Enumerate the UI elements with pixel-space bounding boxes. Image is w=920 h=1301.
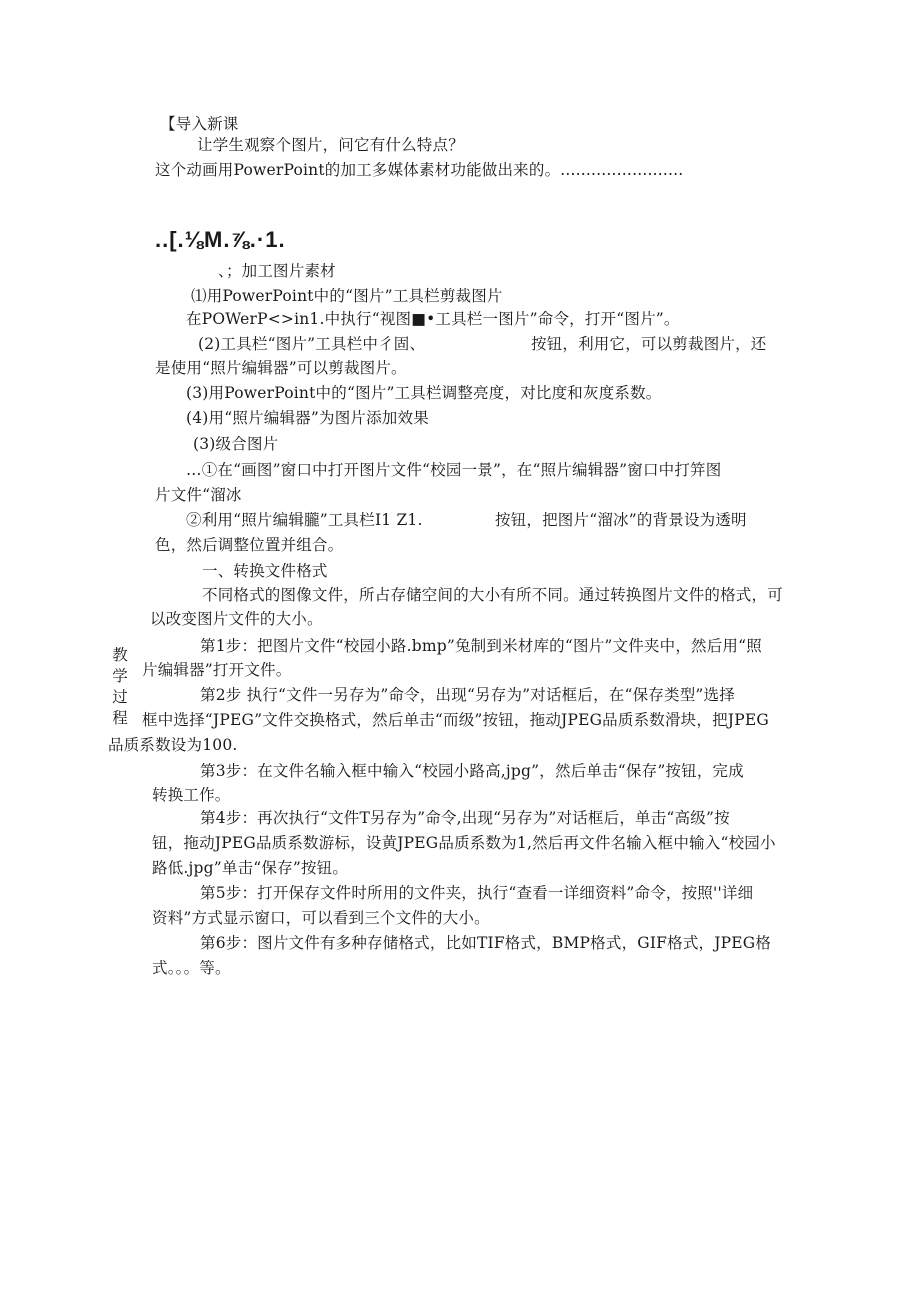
text-line: 按钮，利用它，可以剪裁图片，还 <box>531 335 767 353</box>
step-line: 第2步 执行“文件一另存为”命令，出现“另存为”对话框后，在“保存类型”选择 <box>200 686 735 704</box>
step-line: 路低.jpg”单击“保存”按钮。 <box>152 859 349 877</box>
text-line: (3)用PowerPoint中的“图片”工具栏调整亮度，对比度和灰度系数。 <box>186 384 662 402</box>
text-line: 是使用“照片编辑器”可以剪裁图片。 <box>155 359 407 377</box>
section-heading: 、；加工图片素材 <box>218 262 336 280</box>
step-line: 第3步：在文件名输入框中输入“校园小路高,jpg”，然后单击“保存”按钮，完成 <box>200 762 744 780</box>
section-heading: 一、转换文件格式 <box>202 562 328 580</box>
step-line: 第4步：再次执行“文件T另存为”命令,出现“另存为”对话框后，单击“高级”按 <box>200 809 730 827</box>
text-line: (3)级合图片 <box>193 435 279 453</box>
text-line: 以改变图片文件的大小。 <box>150 610 323 628</box>
text-line: ②利用“照片编辑朧”工具栏I1 Z1. <box>186 511 423 529</box>
step-line: 框中选择“JPEG”文件交换格式，然后单击“而级”按钮，拖动JPEG品质系数滑块，把JPEG <box>142 711 769 729</box>
step-line: 片编辑器”打开文件。 <box>142 661 292 679</box>
text-line: 不同格式的图像文件，所占存储空间的大小有所不同。通过转换图片文件的格式，可 <box>202 586 783 604</box>
garbled-heading: ..[.⅛M.⅞.·1. <box>155 227 286 252</box>
text-line: 这个动画用PowerPoint的加工多媒体素材功能做出来的。........................ <box>155 161 684 179</box>
text-line: ⑴用PowerPoint中的“图片”工具栏剪裁图片 <box>191 287 503 305</box>
text-line: 片文件“溜冰 <box>155 486 242 504</box>
side-label-teaching-process <box>110 645 130 729</box>
step-line: 转换工作。 <box>152 786 231 804</box>
step-line: 式。。。等。 <box>152 959 231 977</box>
step-line: 品质系数设为100. <box>108 736 238 754</box>
text-line: 色，然后调整位置并组合。 <box>155 536 344 554</box>
text-line: 按钮，把图片“溜冰”的背景设为透明 <box>495 511 747 529</box>
step-line: 资料”方式显示窗口，可以看到三个文件的大小。 <box>152 909 490 927</box>
text-line: (4)用“照片编辑器”为图片添加效果 <box>186 409 429 427</box>
side-label-char: 教 <box>112 646 128 664</box>
text-line: (2)工具栏“图片”工具栏中彳固、 <box>198 335 426 353</box>
text-line: …①在“画图”窗口中打开图片文件“校园一景”，在“照片编辑器”窗口中打笄图 <box>186 461 722 479</box>
side-label-char: 过 <box>112 688 128 706</box>
step-line: 第6步：图片文件有多种存储格式，比如TIF格式，BMP格式，GIF格式，JPEG格 <box>200 934 772 952</box>
step-line: 钮，拖动JPEG品质系数游标，设黄JPEG品质系数为1,然后再文件名输入框中输入“校园小 <box>152 834 776 852</box>
side-label-char: 程 <box>112 709 128 727</box>
step-line: 第1步：把图片文件“校园小路.bmp”兔制到米材库的“图片”文件夹中，然后用“照 <box>200 637 762 655</box>
heading-intro: 【导入新课 <box>160 115 239 133</box>
side-label-char: 学 <box>112 667 128 685</box>
text-line: 在POWerP<>in1.中执行“视图■•工具栏一图片”命令，打开“图片”。 <box>186 310 680 328</box>
text-line: 让学生观察个图片，问它有什么特点？ <box>197 136 464 154</box>
step-line: 第5步：打开保存文件时所用的文件夹，执行“查看一详细资料”命令，按照''详细 <box>200 884 754 902</box>
